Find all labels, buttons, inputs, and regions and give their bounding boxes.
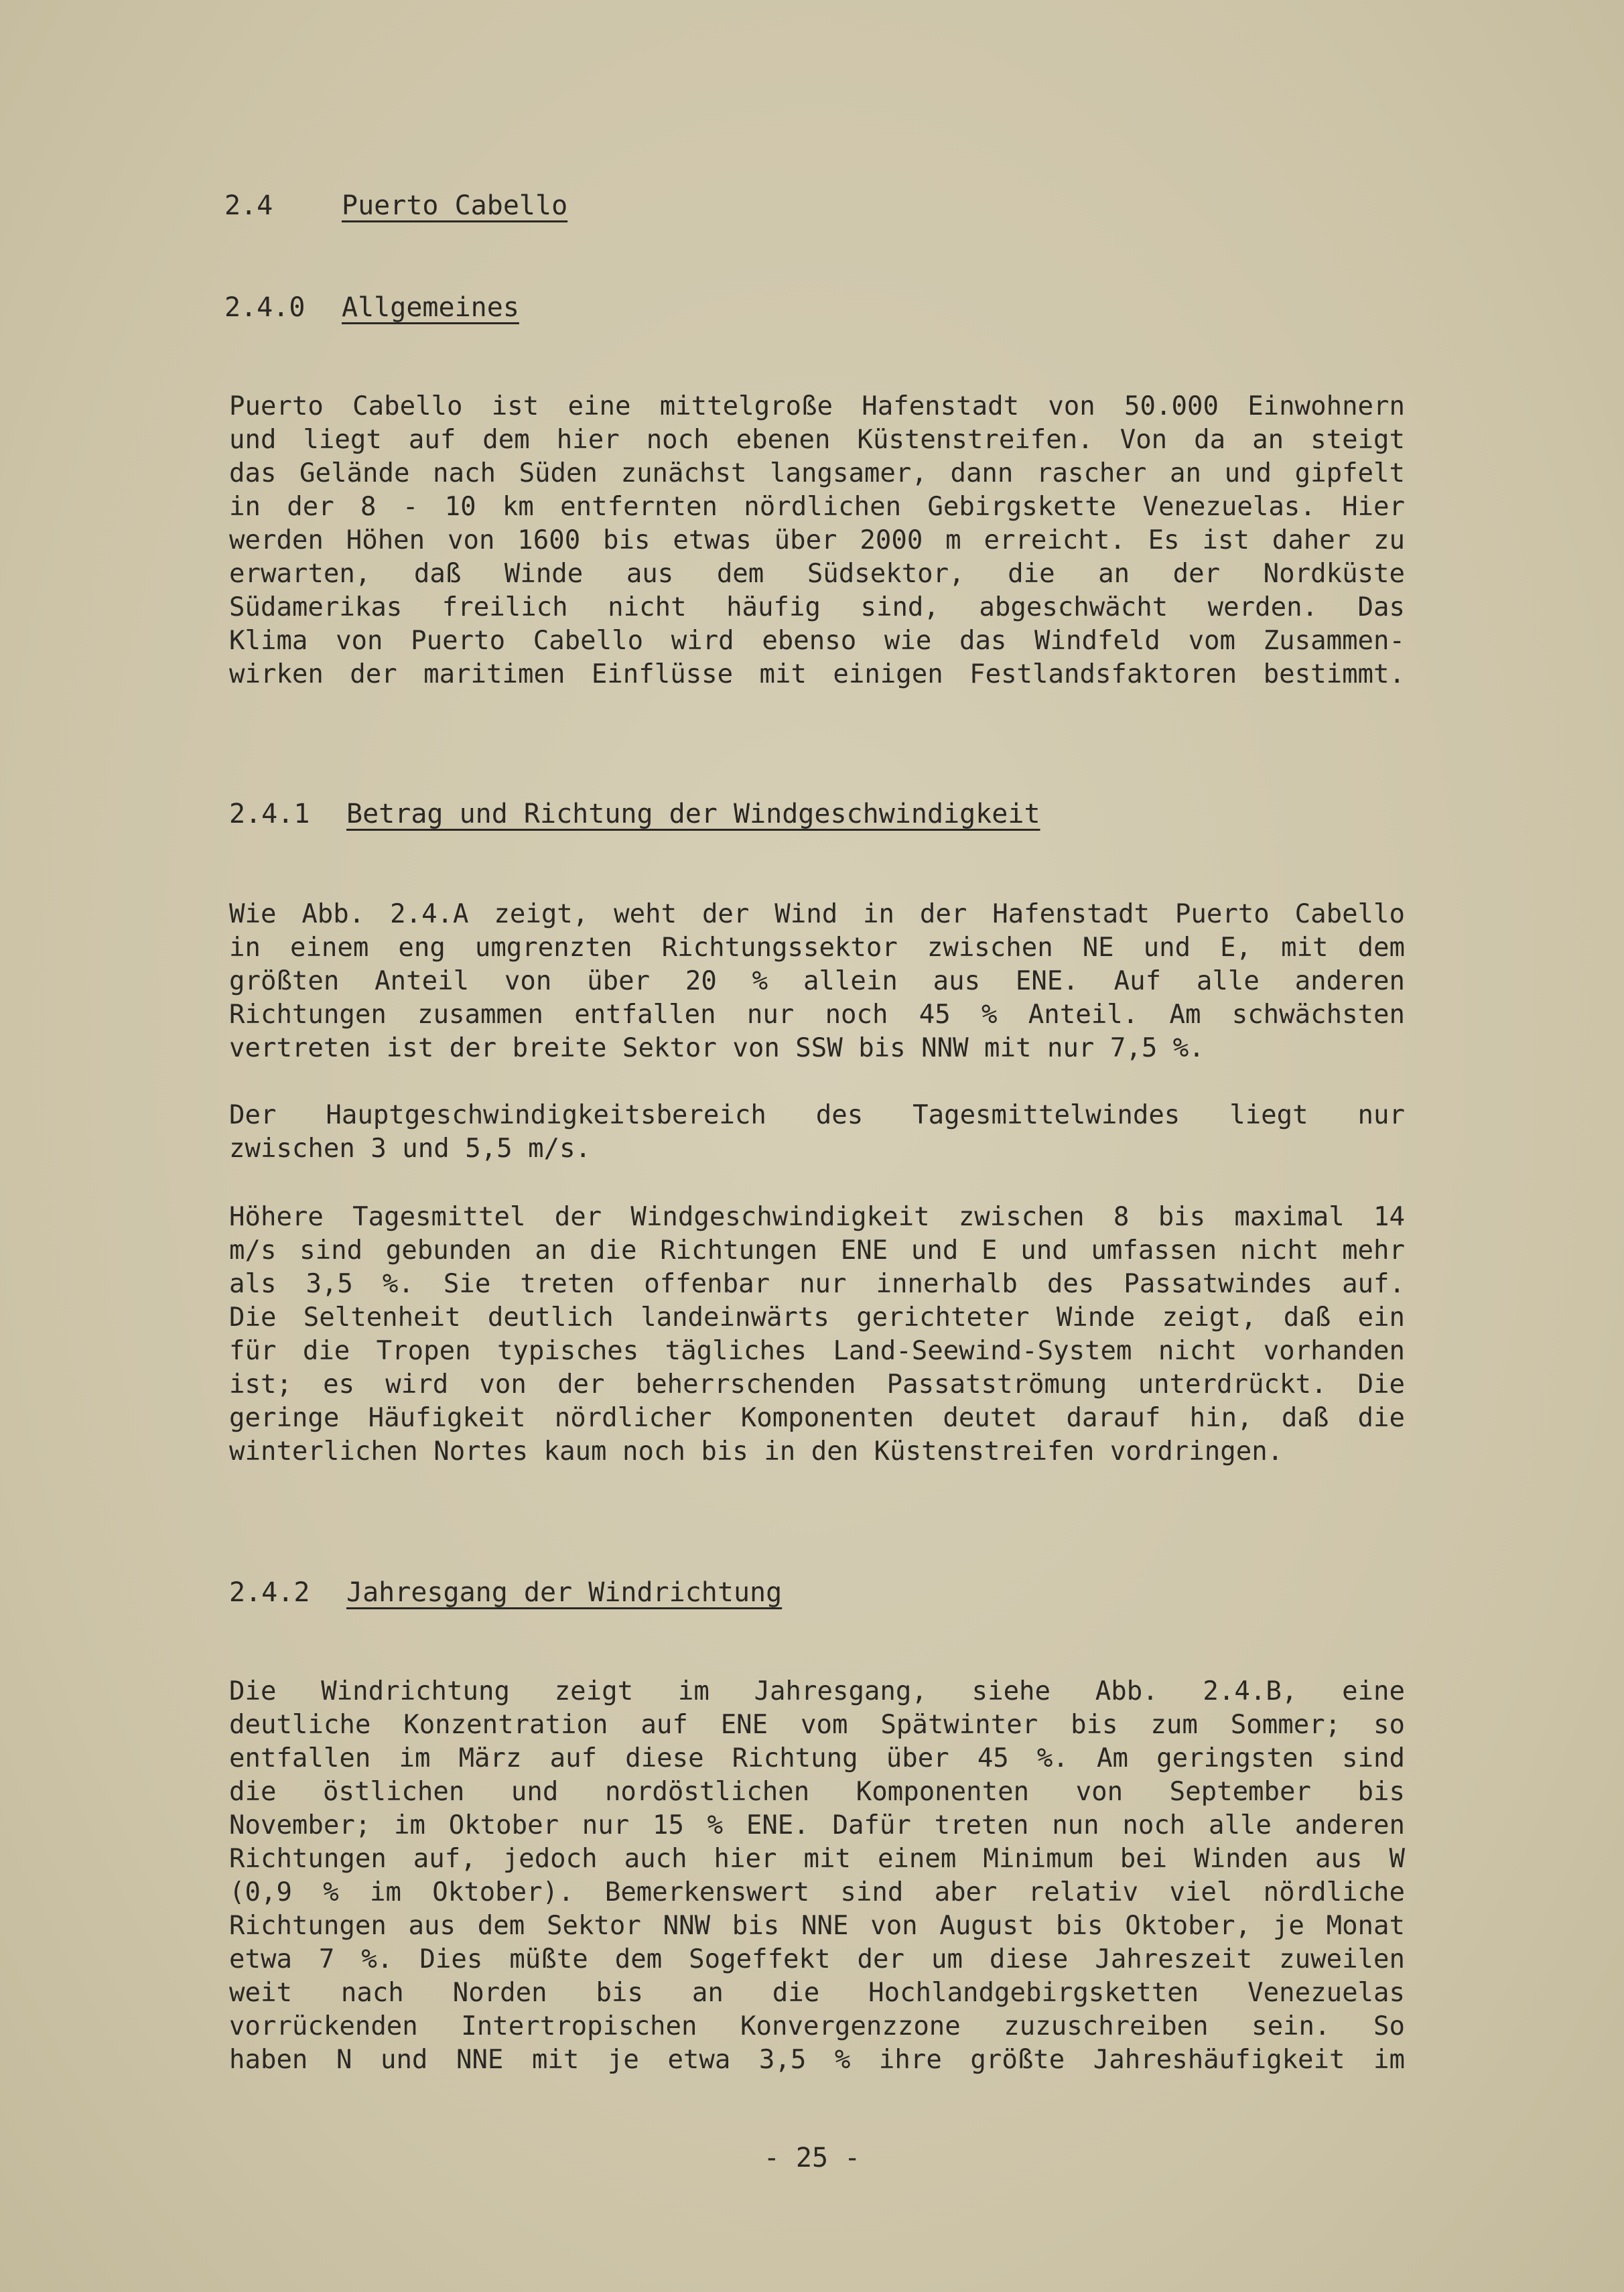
text-line: ist; es wird von der beherrschenden Passatströmung unterdrückt. Die xyxy=(229,1369,1405,1400)
text-line: die östlichen und nordöstlichen Komponenten von September bis xyxy=(229,1777,1405,1807)
text-line: Richtungen aus dem Sektor NNW bis NNE von August bis Oktober, je Monat xyxy=(229,1911,1405,1941)
section-title: Jahresgang der Windrichtung xyxy=(346,1577,783,1608)
text-line: Der Hauptgeschwindigkeitsbereich des Tagesmittelwindes liegt nur xyxy=(229,1100,1405,1130)
text-line: etwa 7 %. Dies müßte dem Sogeffekt der um diese Jahreszeit zuweilen xyxy=(229,1944,1405,1974)
section-heading-2-4-2 xyxy=(229,1576,783,1609)
text-line: Die Windrichtung zeigt im Jahresgang, siehe Abb. 2.4.B, eine xyxy=(229,1676,1405,1706)
section-title: Puerto Cabello xyxy=(342,190,568,221)
text-line: für die Tropen typisches tägliches Land-Seewind-System nicht vorhanden xyxy=(229,1336,1405,1366)
text-line: Die Seltenheit deutlich landeinwärts gerichteter Winde zeigt, daß ein xyxy=(229,1302,1405,1333)
section-number: 2.4 xyxy=(224,190,273,221)
text-line: wirken der maritimen Einflüsse mit einigen Festlandsfaktoren bestimmt. xyxy=(229,659,1405,689)
text-line: größten Anteil von über 20 % allein aus ENE. Auf alle anderen xyxy=(229,966,1405,996)
text-line: winterlichen Nortes kaum noch bis in den Küstenstreifen vordringen. xyxy=(229,1436,1284,1467)
text-line: als 3,5 %. Sie treten offenbar nur innerhalb des Passatwindes auf. xyxy=(229,1269,1405,1299)
text-line: vertreten ist der breite Sektor von SSW bis NNW mit nur 7,5 %. xyxy=(229,1033,1205,1063)
text-line: Südamerikas freilich nicht häufig sind, abgeschwächt werden. Das xyxy=(229,592,1405,622)
page-number: - 25 - xyxy=(763,2143,861,2173)
paragraph-hauptgeschwindigkeit xyxy=(229,1099,1405,1166)
section-title: Betrag und Richtung der Windgeschwindigkeit xyxy=(346,799,1040,829)
text-line: (0,9 % im Oktober). Bemerkenswert sind aber relativ viel nördliche xyxy=(229,1877,1405,1907)
section-title: Allgemeines xyxy=(342,292,519,323)
text-line: geringe Häufigkeit nördlicher Komponenten deutet darauf hin, daß die xyxy=(229,1403,1405,1433)
paragraph-windrichtung xyxy=(229,898,1405,1065)
section-heading-2-4-0 xyxy=(224,291,519,324)
text-line: und liegt auf dem hier noch ebenen Küstenstreifen. Von da an steigt xyxy=(229,425,1405,455)
text-line: entfallen im März auf diese Richtung über 45 %. Am geringsten sind xyxy=(229,1743,1405,1773)
paragraph-jahresgang xyxy=(229,1675,1405,2077)
text-line: Klima von Puerto Cabello wird ebenso wie das Windfeld vom Zusammen- xyxy=(229,626,1405,656)
paragraph-allgemeines xyxy=(229,390,1405,691)
text-line: deutliche Konzentration auf ENE vom Spätwinter bis zum Sommer; so xyxy=(229,1710,1405,1740)
text-line: Richtungen zusammen entfallen nur noch 45 % Anteil. Am schwächsten xyxy=(229,1000,1405,1030)
text-line: Höhere Tagesmittel der Windgeschwindigkeit zwischen 8 bis maximal 14 xyxy=(229,1202,1405,1232)
section-number: 2.4.2 xyxy=(229,1577,310,1608)
text-line: zwischen 3 und 5,5 m/s. xyxy=(229,1134,592,1164)
text-line: vorrückenden Intertropischen Konvergenzzone zuzuschreiben sein. So xyxy=(229,2011,1405,2041)
section-number: 2.4.1 xyxy=(229,799,310,829)
text-line: in einem eng umgrenzten Richtungssektor zwischen NE und E, mit dem xyxy=(229,933,1405,963)
paragraph-tagesmittel xyxy=(229,1201,1405,1469)
text-line: November; im Oktober nur 15 % ENE. Dafür treten nun noch alle anderen xyxy=(229,1810,1405,1840)
text-line: erwarten, daß Winde aus dem Südsektor, die an der Nordküste xyxy=(229,559,1405,589)
text-line: werden Höhen von 1600 bis etwas über 2000 m erreicht. Es ist daher zu xyxy=(229,525,1405,555)
text-line: Richtungen auf, jedoch auch hier mit einem Minimum bei Winden aus W xyxy=(229,1844,1405,1874)
text-line: Wie Abb. 2.4.A zeigt, weht der Wind in der Hafenstadt Puerto Cabello xyxy=(229,899,1405,929)
text-line: in der 8 - 10 km entfernten nördlichen Gebirgskette Venezuelas. Hier xyxy=(229,492,1405,522)
text-line: weit nach Norden bis an die Hochlandgebirgsketten Venezuelas xyxy=(229,1978,1405,2008)
section-number: 2.4.0 xyxy=(224,292,306,323)
text-line: haben N und NNE mit je etwa 3,5 % ihre größte Jahreshäufigkeit im xyxy=(229,2045,1405,2075)
text-line: das Gelände nach Süden zunächst langsamer, dann rascher an und gipfelt xyxy=(229,458,1405,488)
text-line: m/s sind gebunden an die Richtungen ENE und E und umfassen nicht mehr xyxy=(229,1235,1405,1266)
text-line: Puerto Cabello ist eine mittelgroße Hafenstadt von 50.000 Einwohnern xyxy=(229,391,1405,421)
section-heading-2-4-1 xyxy=(229,797,1040,831)
section-heading-2-4 xyxy=(224,189,568,222)
